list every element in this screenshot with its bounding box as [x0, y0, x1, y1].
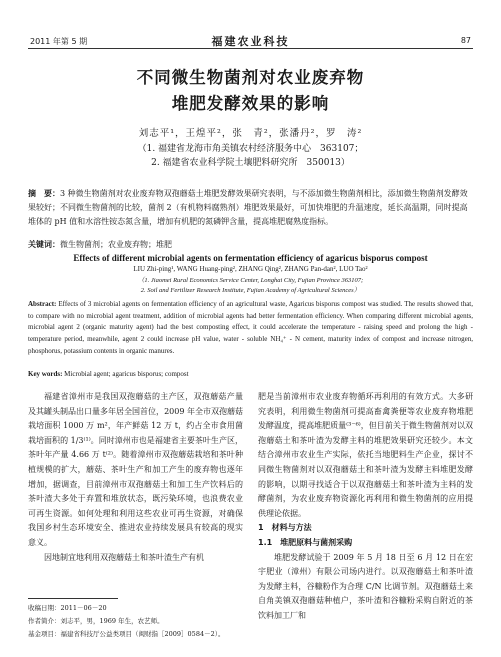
affiliation-2: 2. 福建省农业科学院土壤肥料研究所 350013） — [151, 158, 350, 168]
english-authors: LIU Zhi-ping¹, WANG Huang-ping², ZHANG Qing², ZHANG Pan-dan², LUO Tao² — [133, 265, 368, 273]
body-paragraph: 因地制宜地利用双孢蘑菇土和茶叶渣生产有机 — [44, 552, 204, 562]
english-keywords — [28, 370, 473, 378]
authors: 刘志平¹，王煌平²，张 青²，张潘丹²，罗 涛² — [138, 128, 363, 139]
body-left-column — [28, 390, 243, 565]
header-rule — [28, 48, 473, 49]
body-right-column — [258, 390, 473, 624]
title-line-1: 不同微生物菌剂对农业废弃物 — [136, 68, 365, 87]
affiliation-1: （1. 福建省龙海市角美镇农村经济服务中心 363107； — [137, 144, 364, 154]
body-paragraph: 肥是当前漳州市农业废弃物循环再利用的有效方式。大多研究表明，利用微生物菌剂可提高畜禽粪便等农业废弃物堆肥发酵温度，提高堆肥质量⁽³⁻⁶⁾，但目前关于微生物菌剂对以双孢蘑菇土和茶叶渣为发酵主料的堆肥效果研究还较少。本文结合漳州市农业生产实际，依托当地肥料生产企业，探讨不同微生物菌剂对以双孢蘑菇土和茶叶渣为发酵主料堆肥发酵的影响，以期寻找适合于以双孢蘑菇土和茶叶渣为主料的发酵菌剂，为农业废弃物资源化再利用和微生物菌剂的应用提供理论依据。 — [258, 392, 473, 518]
body-paragraph: 福建省漳州市是我国双孢蘑菇的主产区，双孢蘑菇产量及其罐头制品出口量多年居全国首位，2009 年全市双孢蘑菇栽培面积 1000 万 m²，年产鲜菇 12 万 t，约占全市食用菌栽培面积的 1/3⁽¹⁾。同时漳州市也是福建省主要茶叶生产区，茶叶年产量 4.66 万 t⁽²⁾。随着漳州市双孢蘑菇栽培和茶叶种植规模的扩大，蘑菇、茶叶生产和加工产生的废弃物也逐年增加，据调查，目前漳州市双孢蘑菇土和加工生产饮料后的茶叶渣大多处于弃置和堆放状态，既污染环境，也浪费农业可再生资源。如何处理和利用这些农业可再生资源，对确保我国乡村生态环境安全、推进农业持续发展具有较高的现实意义。 — [28, 392, 243, 547]
english-abstract — [28, 299, 473, 358]
english-abstract-text: Effects of 3 microbial agents on fermentation efficiency of an agricultural waste, Agaricus bisporus compost was studied. The results showed that, to compare with no microbial agent treatment, addition of microbial agents had better fermentation efficiency. When comparing different microbial agents, microbial agent 2 (organic maturity agent) had the best composting effect, it could accelerate the temperature - raising speed and prolong the high - temperature period, meanwhile, agent 2 could increase pH value, water - soluble NH₄⁺ - N cement, maturity index of compost and increase nitrogen, phosphorus, potassium contents in organic manures. — [28, 300, 474, 355]
english-keywords-text: Microbial agent; agaricus bisporus; compost — [64, 370, 189, 378]
footnote-rule — [28, 598, 118, 599]
chinese-abstract-label: 摘 要： — [28, 188, 60, 198]
title-line-2: 堆肥发酵效果的影响 — [171, 94, 330, 113]
chinese-keywords — [28, 239, 473, 250]
subsection-heading: 1.1 堆肥原料与菌剂采购 — [258, 537, 353, 547]
body-paragraph: 堆肥发酵试验于 2009 年 5 月 18 日至 6 月 12 日在宏宇肥业（漳州）有限公司场内进行。以双孢蘑菇土和茶叶渣为发酵主料，谷糠粉作为合理 C/N 比调节剂。双孢蘑菇土来自角美镇双孢蘑菇种植户，茶叶渣和谷糠粉采购自附近的茶饮料加工厂和 — [258, 552, 473, 620]
english-title: Effects of different microbial agents on fermentation efficiency of agaricus bisporus compost — [73, 253, 428, 263]
english-abstract-label: Abstract: — [28, 300, 57, 308]
chinese-keywords-text: 微生物菌剂；农业废弃物；堆肥 — [60, 240, 172, 249]
header-journal: 福建农业科技 — [211, 35, 290, 48]
chinese-abstract-text: 3 种微生物菌剂对农业废弃物双孢蘑菇土堆肥发酵效果研究表明，与不添加微生物菌剂相比，添加微生物菌剂发酵效果较好；不同微生物菌剂的比较，菌剂 2（有机物料腐熟剂）堆肥效果最好，可加快堆肥的升温速度，延长高温期，同时提高堆体的 pH 值和水溶性铵态氮含量，增加有机肥的氮磷钾含量，提高堆肥腐熟度指标。 — [28, 189, 468, 226]
chinese-keywords-label: 关键词： — [28, 239, 60, 249]
english-affiliation-1: （1. Jiaomei Rural Economics Service Center, Longhai City, Fujian Province 363107; — [137, 277, 364, 284]
chinese-abstract — [28, 186, 473, 229]
footnote-funding: 基金项目：福建省科技厅公益类项目（闽财指［2009］0584－2）。 — [28, 630, 225, 638]
english-keywords-label: Key words: — [28, 370, 63, 378]
section-heading: 1 材料与方法 — [258, 523, 312, 533]
header-page-number: 87 — [460, 36, 471, 45]
footnote-received-date: 收稿日期：2011－06－20 — [28, 604, 107, 612]
footnote-author-bio: 作者简介：刘志平，男，1969 年生，农艺师。 — [28, 617, 164, 625]
header-issue: 2011 年第 5 期 — [30, 37, 88, 46]
english-affiliation-2: 2. Soil and Fertilizer Research Institute, Fujian Academy of Agricultural Sciences） — [140, 287, 361, 294]
